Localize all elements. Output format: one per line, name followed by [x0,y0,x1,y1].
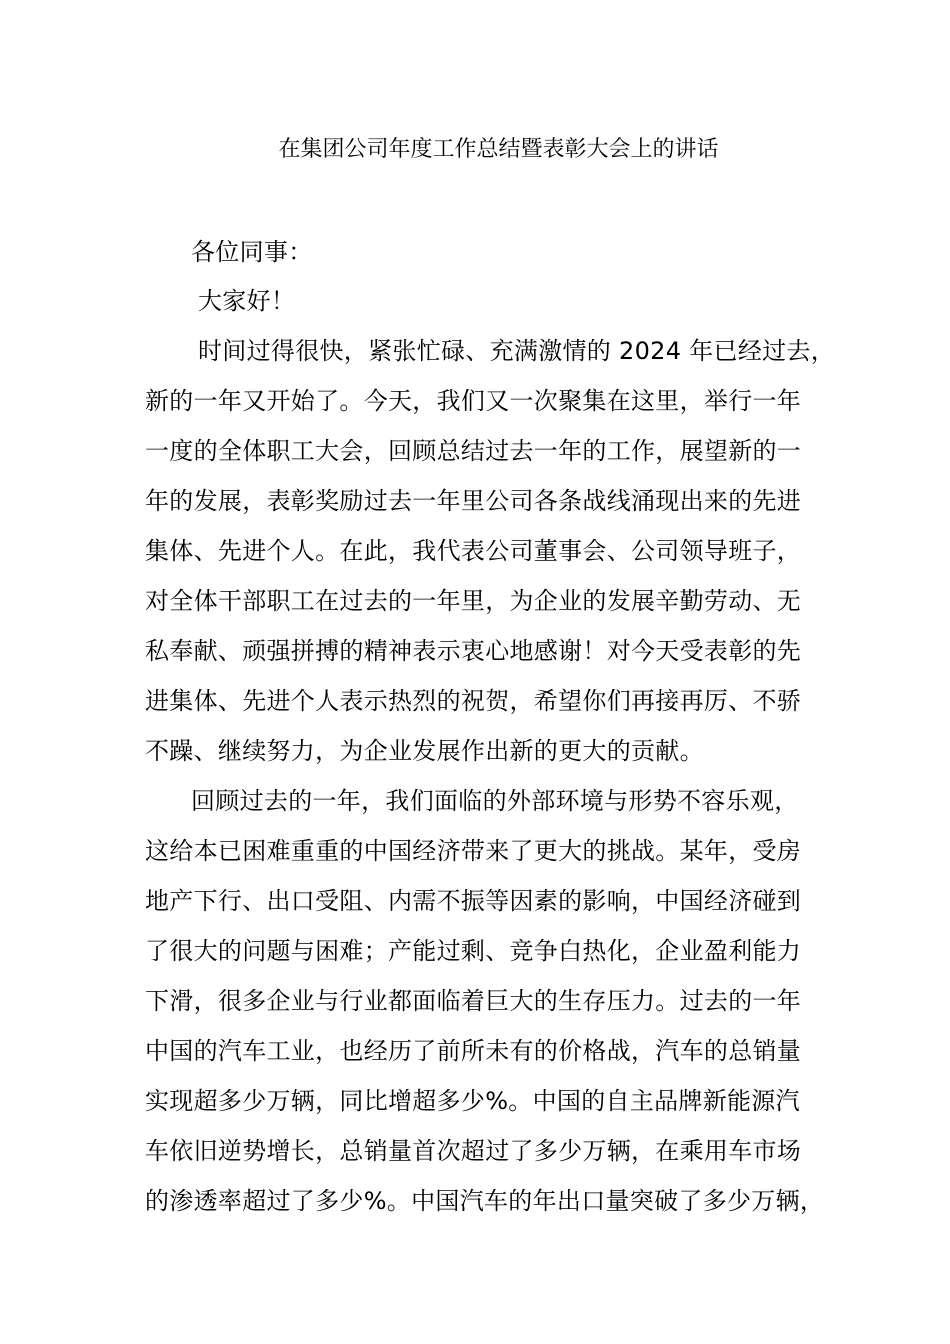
paragraph-1-line-4: 年的发展，表彰奖励过去一年里公司各条战线涌现出来的先进 [145,487,802,515]
paragraph-1-line-8: 进集体、先进个人表示热烈的祝贺，希望你们再接再厉、不骄 [145,687,802,715]
paragraph-1-line-7: 私奉献、顽强拼搏的精神表示衷心地感谢！对今天受表彰的先 [145,637,802,665]
paragraph-1-line-6: 对全体干部职工在过去的一年里，为企业的发展辛勤劳动、无 [145,587,802,615]
document-title: 在集团公司年度工作总结暨表彰大会上的讲话 [278,137,719,162]
paragraph-1-line-9: 不躁、继续努力，为企业发展作出新的更大的贡献。 [145,737,704,765]
salutation-line: 各位同事： [191,238,313,266]
paragraph-2-line-4: 了很大的问题与困难；产能过剩、竞争白热化，企业盈利能力 [145,937,802,965]
paragraph-2-line-9: 的渗透率超过了多少%。中国汽车的年出口量突破了多少万辆， [145,1187,825,1215]
paragraph-2-line-2: 这给本已困难重重的中国经济带来了更大的挑战。某年，受房 [145,837,802,865]
paragraph-2-line-1: 回顾过去的一年，我们面临的外部环境与形势不容乐观， [191,787,799,815]
greeting-line: 大家好！ [198,287,296,315]
paragraph-2-line-8: 车依旧逆势增长，总销量首次超过了多少万辆，在乘用车市场 [145,1137,802,1165]
paragraph-1-line-3: 一度的全体职工大会，回顾总结过去一年的工作，展望新的一 [145,437,802,465]
paragraph-2-line-3: 地产下行、出口受阻、内需不振等因素的影响，中国经济碰到 [145,887,802,915]
paragraph-2-line-7: 实现超多少万辆，同比增超多少%。中国的自主品牌新能源汽 [145,1087,800,1115]
paragraph-1-line-5: 集体、先进个人。在此，我代表公司董事会、公司领导班子， [145,537,802,565]
paragraph-1-line-2: 新的一年又开始了。今天，我们又一次聚集在这里，举行一年 [145,387,802,415]
paragraph-2-line-5: 下滑，很多企业与行业都面临着巨大的生存压力。过去的一年 [145,987,802,1015]
paragraph-2-line-6: 中国的汽车工业，也经历了前所未有的价格战，汽车的总销量 [145,1037,802,1065]
paragraph-1-line-1: 时间过得很快，紧张忙碌、充满激情的 2024 年已经过去， [198,337,836,365]
